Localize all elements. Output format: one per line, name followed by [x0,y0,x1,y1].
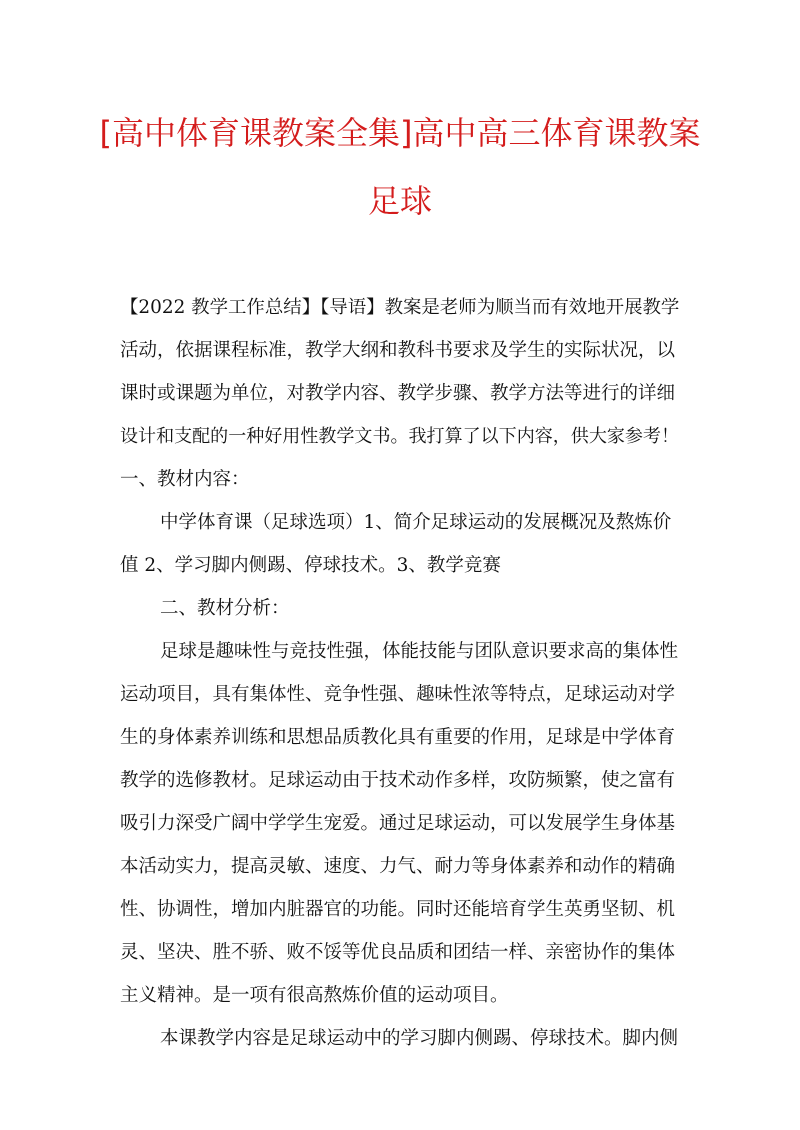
body-line-13: 吸引力深受广阔中学学生宠爱。通过足球运动，可以发展学生身体基 [120,813,676,834]
body-line-7: 值 2、学习脚内侧踢、停球技术。3、教学竞赛 [120,555,501,576]
section-heading-2: 二、教材分析： [160,598,290,619]
document-title-line-1: [高中体育课教案全集]高中高三体育课教案 [99,114,701,152]
section-heading-1: 一、教材内容： [120,469,250,490]
body-line-12: 教学的选修教材。足球运动由于技术动作多样，攻防频繁，使之富有 [120,770,676,791]
body-line-2: 活动，依据课程标准，教学大纲和教科书要求及学生的实际状况，以 [120,340,676,361]
body-line-17: 主义精神。是一项有很高熬炼价值的运动项目。 [120,985,509,1006]
document-title-line-2: 足球 [367,182,432,220]
body-line-10: 运动项目，具有集体性、竞争性强、趣味性浓等特点，足球运动对学 [120,684,676,705]
body-line-16: 灵、坚决、胜不骄、败不馁等优良品质和团结一样、亲密协作的集体 [120,942,676,963]
body-line-11: 生的身体素养训练和思想品质教化具有重要的作用，足球是中学体育 [120,727,676,748]
body-line-3: 课时或课题为单位，对教学内容、教学步骤、教学方法等进行的详细 [120,383,676,404]
body-line-4: 设计和支配的一种好用性教学文书。我打算了以下内容，供大家参考！ [120,426,679,447]
body-line-14: 本活动实力，提高灵敏、速度、力气、耐力等身体素养和动作的精确 [120,856,676,877]
body-line-1: 【2022 教学工作总结】【导语】教案是老师为顺当而有效地开展教学 [120,297,680,318]
body-line-18: 本课教学内容是足球运动中的学习脚内侧踢、停球技术。脚内侧 [160,1028,679,1049]
body-line-9: 足球是趣味性与竞技性强，体能技能与团队意识要求高的集体性 [160,641,679,662]
body-line-6: 中学体育课（足球选项）1、简介足球运动的发展概况及熬炼价 [160,512,672,533]
body-line-15: 性、协调性，增加内脏器官的功能。同时还能培育学生英勇坚韧、机 [120,899,676,920]
